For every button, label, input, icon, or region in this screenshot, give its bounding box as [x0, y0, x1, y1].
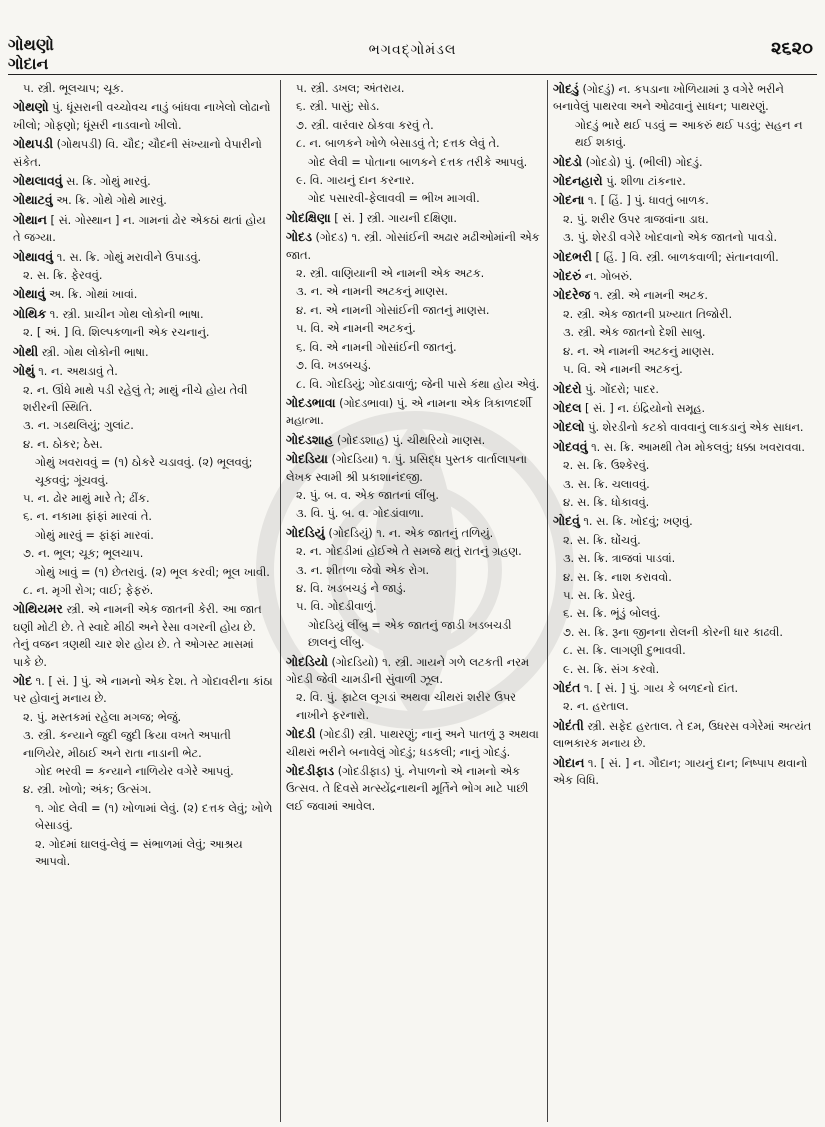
- entry-headword: ગોદડભાવા: [286, 394, 336, 410]
- idiom-line: ગોદ ભરવી = કન્યાને નાળિયેર વગેરે આપવું.: [35, 765, 234, 779]
- entry-headword: ગોથાવવું: [13, 248, 54, 264]
- entry-headword: ગોદરો: [553, 380, 582, 396]
- entry-definition: સ્ત્રી. સફેદ હરતાલ. તે દમ, ઉધરસ વગેરેમાં અત્યંત લાભકારક મનાય છે.: [553, 719, 812, 751]
- entry-headword: ગોદડું: [553, 81, 579, 96]
- page-number: ૨૬૨૦: [770, 38, 813, 59]
- idiom-line: ગોથું મારવું = ફાંફાં મારવાં.: [35, 528, 154, 542]
- dictionary-entry: [553, 80, 813, 116]
- idiom-line: ગોદડું ભારે થઈ પડવું = આકરું થઈ પડવું; સહન ન થઈ શકાવું.: [575, 118, 803, 150]
- entry-definition: (ગોદડ) ૧. સ્ત્રી. ગોસાંઈની અઢાર મઢીઓમાંની એક જાત.: [286, 231, 540, 262]
- dictionary-entry: [13, 211, 275, 247]
- sense-line: ૩. સ્ત્રી. કન્યાને જુદી જુદી ક્રિયા વખતે અપાતી નાળિયેર, મીઠાઈ અને રાતા નાડાની ભેટ.: [23, 729, 231, 760]
- entry-headword: ગોદવું: [553, 513, 580, 529]
- entry-definition: અ. ક્રિ. ગોથાં ખાવાં.: [45, 288, 138, 302]
- idiom-line: ૨. ગોદમાં ઘાલવું-લેવું = સંભાળમાં લેવું; આશ્રય આપવો.: [35, 837, 243, 869]
- sense-line: ૨. [ અં. ] વિ. શિલ્પકળાની એક રચનાનું.: [23, 326, 210, 340]
- entry-headword: ગોદનહારો: [553, 173, 603, 189]
- dictionary-entry: [13, 305, 275, 323]
- dictionary-entry: [13, 362, 275, 380]
- sense-line: ૩. ન. એ નામની અટકનું માણસ.: [296, 285, 449, 299]
- sense-line: ૫. ન. ઢોર માથું મારે તે; ઢીંક.: [23, 491, 150, 505]
- sense-line: ૨. સ્ત્રી. વાણિયાની એ નામની એક અટક.: [296, 267, 485, 281]
- entry-headword: ગોદડિયો: [286, 653, 328, 669]
- dictionary-entry: [286, 653, 542, 689]
- entry-definition: ૧. [ હિં. ] પું. ધાવતું બાળક.: [584, 194, 709, 208]
- dictionary-entry: [553, 286, 813, 304]
- sense-line: ૪. સ્ત્રી. ખોળો; અંક; ઉત્સંગ.: [23, 783, 152, 797]
- entry-headword: ગોથાટવું: [13, 192, 53, 208]
- entry-definition: ૧. સ્ત્રી. પ્રાચીન ગોથ લોકોની ભાષા.: [46, 307, 204, 321]
- dictionary-entry: [286, 228, 542, 264]
- entry-definition: (ગોદડભાવા) પું. એ નામના એક ત્રિકાળદર્શી મહાત્મા.: [286, 396, 532, 428]
- entry-headword: ગોદાન: [553, 754, 585, 770]
- sense-line: ૯. સ. ક્રિ. સંગ કરવો.: [563, 662, 660, 676]
- entry-headword: ગોદરું: [553, 268, 582, 284]
- entry-definition: (ગોદડીફાડ) પું. નેપાળનો એ નામનો એક ઉત્સવ. તે દિવસે મત્સ્યેંદ્રનાથની મૂર્તિને ભોગ માટે પાછી લઈ જવામાં આવેલ.: [286, 765, 529, 813]
- entry-definition: પું. શેરડીનો કટકો વાવવાનું લાકડાનું એક સાધન.: [584, 421, 804, 435]
- sense-line: ૫. વિ. એ નામની અટકનું.: [563, 363, 683, 377]
- entry-headword: ગોદક્ષિણા: [286, 209, 331, 225]
- entry-headword: ગોદલો: [553, 419, 585, 435]
- sense-line: ૪. સ. ક્રિ. નાશ કરાવવો.: [563, 570, 672, 584]
- sense-line: ૫. સ્ત્રી. ડખલ; અંતરાય.: [296, 82, 405, 95]
- entry-headword: ગોથિયમર: [13, 601, 63, 617]
- sense-line: ૬. સ. ક્રિ. ભૂંડું બોલવું.: [563, 607, 661, 621]
- dictionary-entry: [553, 172, 813, 190]
- entry-headword: ગોથપડી: [13, 136, 54, 152]
- entry-definition: [ સં. ] ન. ઇંદ્રિયોનો સમૂહ.: [581, 401, 706, 415]
- entry-headword: ગોદડીફાડ: [286, 763, 335, 779]
- column-1: [8, 80, 280, 1122]
- dictionary-entry: [553, 248, 813, 266]
- entry-definition: અ. ક્રિ. ગોથે ગોથે મારવું.: [52, 194, 167, 208]
- entry-definition: પું. ગોંદરો; પાદર.: [581, 382, 659, 396]
- entry-headword: ગોદ: [13, 673, 33, 688]
- sense-line: ૬. વિ. એ નામની ગોસાંઈની જાતનું.: [296, 340, 457, 354]
- idiom-line: ગોદડિયું લીંબુ = એક જાતનું જાડી ખડબચડી છાલનું લીંબુ.: [308, 618, 512, 650]
- entry-definition: ૧. સ. ક્રિ. ખોદવું; ખણવું.: [579, 515, 693, 529]
- entry-definition: ૧. [ સં. ] પું. એ નામનો એક દેશ. તે ગોદાવરીના કાંઠા પર હોવાનું મનાય છે.: [13, 675, 273, 706]
- entry-headword: ગોદરેજ: [553, 287, 591, 303]
- sense-line: ૮. સ. ક્રિ. લાગણી દુભાવવી.: [563, 644, 686, 658]
- dictionary-entry: [13, 191, 275, 209]
- entry-headword: ગોદડિયું: [286, 524, 325, 540]
- dictionary-title: ભગવદ્ગોમંડલ: [368, 42, 457, 58]
- entry-definition: ૧. [ સં. ] ન. ગૌદાન; ગાયનું દાન; નિષ્પાપ થવાનો એક વિધિ.: [553, 756, 808, 788]
- idiom-line: ગોદ પસારવી-ફેલાવવી = ભીખ માગવી.: [308, 192, 480, 206]
- sense-line: ૩. વિ. પું. બ. વ. ગોદડાંવાળા.: [296, 507, 424, 521]
- sense-line: ૭. સ. ક્રિ. રૂના જીનના રોલની કોરની ધાર કાઢવી.: [563, 625, 783, 639]
- dictionary-entry: [286, 725, 542, 761]
- dictionary-entry: [286, 524, 542, 542]
- entry-headword: ગોદવવું: [553, 438, 588, 454]
- entry-definition: (ગોદડી) સ્ત્રી. પાથરણું; નાનું અને પાતળું રૂ અથવા ચીથરાં ભરીને બનાવેલું ગોદડું; ધડકલી; નાનું ગોદડું.: [286, 728, 539, 759]
- entry-headword: ગોથાન: [13, 211, 47, 227]
- dictionary-entry: [286, 431, 542, 449]
- sense-line: ૩. સ્ત્રી. એક જાતનો દેશી સાબુ.: [563, 326, 706, 340]
- sense-line: ૩. પું. શેરડી વગેરે ખોદવાનો એક જાતનો પાવડો.: [563, 231, 778, 245]
- entry-definition: સ્ત્રી. ગોથ લોકોની ભાષા.: [38, 345, 149, 359]
- sense-line: ૭. ન. ભૂલ; ચૂક; ભૂલચાપ.: [23, 547, 144, 561]
- dictionary-entry: [553, 399, 813, 417]
- entry-definition: ૧. સ્ત્રી. એ નામની અટક.: [590, 289, 709, 303]
- dictionary-entry: [553, 679, 813, 697]
- dictionary-entry: [286, 394, 542, 430]
- entry-definition: ૧. સ. ક્રિ. આમથી તેમ મોકલવું; ધક્કા ખવરાવવા.: [587, 440, 805, 454]
- sense-line: ૩. ન. શીતળા જેવો એક રોગ.: [296, 563, 430, 577]
- last-headword: ગોદાન: [8, 54, 49, 73]
- column-2: [280, 80, 547, 1122]
- entry-definition: પું. ધૂંસરાની વચ્ચોવચ નાડું બાંધવા નાખેલો લોઢાનો ખીલો; ગોફણો; ધૂંસરી નાડવાનો ખીલો.: [13, 101, 271, 132]
- entry-definition: (ગોદડો) પું. (ભીલી) ગોદડું.: [581, 155, 703, 169]
- entry-headword: ગોથિક: [13, 305, 47, 321]
- dictionary-entry: [13, 248, 275, 266]
- entry-definition: પું. શીળા ટાંકનાર.: [602, 175, 686, 189]
- header-rule: [8, 74, 817, 75]
- sense-line: ૪. ન. ઠોકર; ઠેસ.: [23, 437, 103, 451]
- sense-line: ૨. ન. હરતાલ.: [563, 700, 629, 714]
- entry-definition: ૧. સ. ક્રિ. ગોથું મરાવીને ઉપાડવું.: [53, 250, 202, 264]
- dictionary-entry: [553, 380, 813, 398]
- sense-line: ૪. ન. એ નામની ગોસાંઈની જાતનું માણસ.: [296, 303, 490, 317]
- dictionary-entry: [13, 285, 275, 303]
- entry-definition: (ગોથપડી) વિ. ચૌદ; ચૌદની સંખ્યાનો વેપારીનો સંકેત.: [13, 138, 262, 169]
- first-headword: ગોથણો: [8, 35, 54, 54]
- sense-line: ૨. સ. ક્રિ. ઉશ્કેરવું.: [563, 459, 650, 473]
- sense-line: ૪. ન. એ નામની અટકનું માણસ.: [563, 344, 715, 358]
- entry-headword: ગોદલ: [553, 399, 582, 415]
- dictionary-entry: [553, 153, 813, 171]
- entry-definition: [ સં. ગોસ્થાન ] ન. ગામનાં ઢોર એકઠાં થતાં હોય તે જગ્યા.: [13, 213, 266, 245]
- entry-definition: ન. ગોબરું.: [581, 270, 633, 284]
- entry-definition: (ગોદડિયું) ૧. ન. એક જાતનું તળિયું.: [324, 526, 494, 540]
- sense-line: ૩. ન. ગડથલિયું; ગુલાંટ.: [23, 419, 134, 433]
- sense-line: ૯. વિ. ગાયનું દાન કરનાર.: [296, 174, 415, 188]
- sense-line: ૬. સ્ત્રી. પાસું; સોડ.: [296, 100, 380, 114]
- idiom-line: ગોથું ખવરાવવું = (૧) ઠોકરે ચડાવવું. (૨) ભૂલવવું; ચૂકવવું; ગૂંચવવું.: [35, 456, 253, 487]
- sense-line: ૨. સ. ક્રિ. ફેરવવું.: [23, 269, 103, 283]
- entry-headword: ગોથી: [13, 343, 39, 359]
- sense-line: ૬. ન. નકામા ફાંફાં મારવાં તે.: [23, 510, 152, 524]
- entry-headword: ગોદના: [553, 192, 585, 208]
- dictionary-entry: [553, 267, 813, 285]
- dictionary-entry: [553, 191, 813, 209]
- dictionary-entry: [13, 600, 275, 671]
- entry-headword: ગોદડિયા: [286, 451, 328, 467]
- entry-definition: (ગોદડું) ન. કપડાના ખોળિયામાં રૂ વગેરે ભરીને બનાવેલું પાથરવા અને ઓઢવાનું સાધન; પાથરણું.: [553, 83, 784, 114]
- sense-line: ૫. વિ. એ નામની અટકનું.: [296, 322, 416, 336]
- entry-headword: ગોથણો: [13, 99, 49, 115]
- sense-line: ૮. ન. મૃગી રોગ; વાઈ; ફેફરું.: [23, 583, 154, 597]
- sense-line: ૨. પું. શરીર ઉપર ત્રાજવાંના ડાઘ.: [563, 212, 709, 226]
- entry-definition: (ગોદડશાહ) પું. ચીથરિયો માણસ.: [333, 433, 486, 447]
- sense-line: ૪. વિ. ખડબચડું ને જાડું.: [296, 581, 407, 595]
- entry-headword: ગોથાવું: [13, 286, 46, 302]
- dictionary-entry: [13, 343, 275, 361]
- dictionary-entry: [553, 438, 813, 456]
- idiom-line: ગોથું ખાવું = (૧) છેતરાવું. (૨) ભૂલ કરવી; ભૂલ ખાવી.: [35, 565, 270, 579]
- sense-line: ૩. સ. ક્રિ. ત્રાજવાં પાડવાં.: [563, 552, 676, 566]
- dictionary-columns: [8, 80, 818, 1122]
- dictionary-entry: [553, 512, 813, 530]
- entry-definition: ૧. ન. અથડાવું તે.: [34, 365, 118, 379]
- sense-line: ૫. સ. ક્રિ. પ્રેરવું.: [563, 588, 636, 602]
- page-header: [0, 0, 825, 78]
- column-3: [547, 80, 818, 1122]
- dictionary-entry: [553, 717, 813, 753]
- idiom-line: ૧. ગોદ લેવી = (૧) ખોળામાં લેવું. (૨) દત્તક લેવું; ખોળે બેસાડવું.: [35, 801, 273, 833]
- sense-line: ૭. વિ. ખડબચડું.: [296, 359, 372, 373]
- entry-definition: (ગોદડિયા) ૧. પું. પ્રસિદ્ધ પુસ્તક વાર્તાલાપના લેખક સ્વામી શ્રી પ્રકાશાનંદજી.: [286, 453, 527, 484]
- entry-definition: ૧. [ સં. ] પું. ગાય કે બળદનો દાંત.: [580, 682, 739, 695]
- entry-headword: ગોદડો: [553, 153, 582, 169]
- entry-definition: [ સં. ] સ્ત્રી. ગાયની દક્ષિણા.: [330, 211, 457, 225]
- dictionary-entry: [286, 762, 542, 815]
- sense-line: ૭. સ્ત્રી. વારંવાર ઠોકવા કરવું તે.: [296, 118, 434, 132]
- entry-headword: ગોદંતી: [553, 717, 584, 733]
- dictionary-entry: [286, 209, 542, 227]
- sense-line: ૫. વિ. ગોદડીવાળું.: [296, 600, 377, 614]
- entry-headword: ગોથું: [13, 363, 35, 379]
- sense-line: ૮. ન. બાળકને ખોળે બેસાડવું તે; દત્તક લેવું તે.: [296, 137, 500, 151]
- dictionary-entry: [13, 172, 275, 190]
- entry-headword: ગોથલાવવું: [13, 173, 63, 189]
- dictionary-entry: [13, 135, 275, 171]
- entry-headword: ગોદડશાહ: [286, 431, 334, 447]
- entry-headword: ગોદડ: [286, 229, 312, 245]
- entry-definition: [ હિં. ] વિ. સ્ત્રી. બાળકવાળી; સંતાનવાળી.: [591, 250, 779, 264]
- sense-line: ૨. પું. મસ્તકમાં રહેલા મગજ; ભેજું.: [23, 710, 182, 724]
- sense-line: ૨. ન. ગોદડીમાં હોઈએ તે સમજે થતું રાતનું ગ્રહણ.: [296, 545, 522, 559]
- sense-line: ૨. સ્ત્રી. એક જાતની પ્રખ્યાત તિજોરી.: [563, 307, 733, 321]
- entry-definition: (ગોદડિયો) ૧. સ્ત્રી. ગાયને ગળે લટકતી નરમ ગોદડી જેવી ચામડીની સુંવાળી ઝૂલ.: [286, 655, 529, 686]
- dictionary-entry: [13, 672, 275, 708]
- sense-line: ૨. વિ. પું. ફાટેલ લૂગડાં અથવા ચીથરાં શરીર ઉપર નાખીને ફરનારો.: [296, 691, 517, 722]
- entry-headword: ગોદભરી: [553, 248, 592, 264]
- entry-definition: સ્ત્રી. એ નામની એક જાતની કેરી. આ જાત ઘણી મોટી છે. તે સ્વાદે મીઠી અને રેસા વગરની હોય છે. તેનું વજન ત્રણથી ચાર શેર હોય છે. તે ઓગસ્ટ માસમાં પાકે છે.: [13, 603, 262, 669]
- sense-line: ૨. ન. ઊંધે માથે પડી રહેલું તે; માથું નીચે હોય તેવી શરીરની સ્થિતિ.: [23, 383, 248, 414]
- dictionary-entry: [553, 754, 813, 790]
- dictionary-entry: [553, 418, 813, 436]
- sense-line: ૨. પું. બ. વ. એક જાતનાં લીંબુ.: [296, 488, 439, 502]
- sense-line: ૪. સ. ક્રિ. ધોકાવવું.: [563, 495, 650, 509]
- idiom-line: ગોદ લેવી = પોતાના બાળકને દત્તક તરીકે આપવું.: [308, 155, 528, 169]
- sense-line: ૫. સ્ત્રી. ભૂલચાપ; ચૂક.: [23, 82, 124, 95]
- sense-line: ૨. સ. ક્રિ. ઘોંચવું.: [563, 533, 641, 547]
- entry-headword: ગોદડી: [286, 726, 316, 742]
- entry-definition: સ. ક્રિ. ગોથું મારવું.: [62, 175, 151, 189]
- dictionary-entry: [13, 98, 275, 134]
- entry-headword: ગોદંત: [553, 680, 581, 695]
- sense-line: ૩. સ. ક્રિ. ચલાવવું.: [563, 477, 650, 491]
- dictionary-entry: [286, 450, 542, 486]
- sense-line: ૮. વિ. ગોદડિયું; ગોદડાવાળું; જેની પાસે કંથા હોય એવું.: [296, 377, 540, 391]
